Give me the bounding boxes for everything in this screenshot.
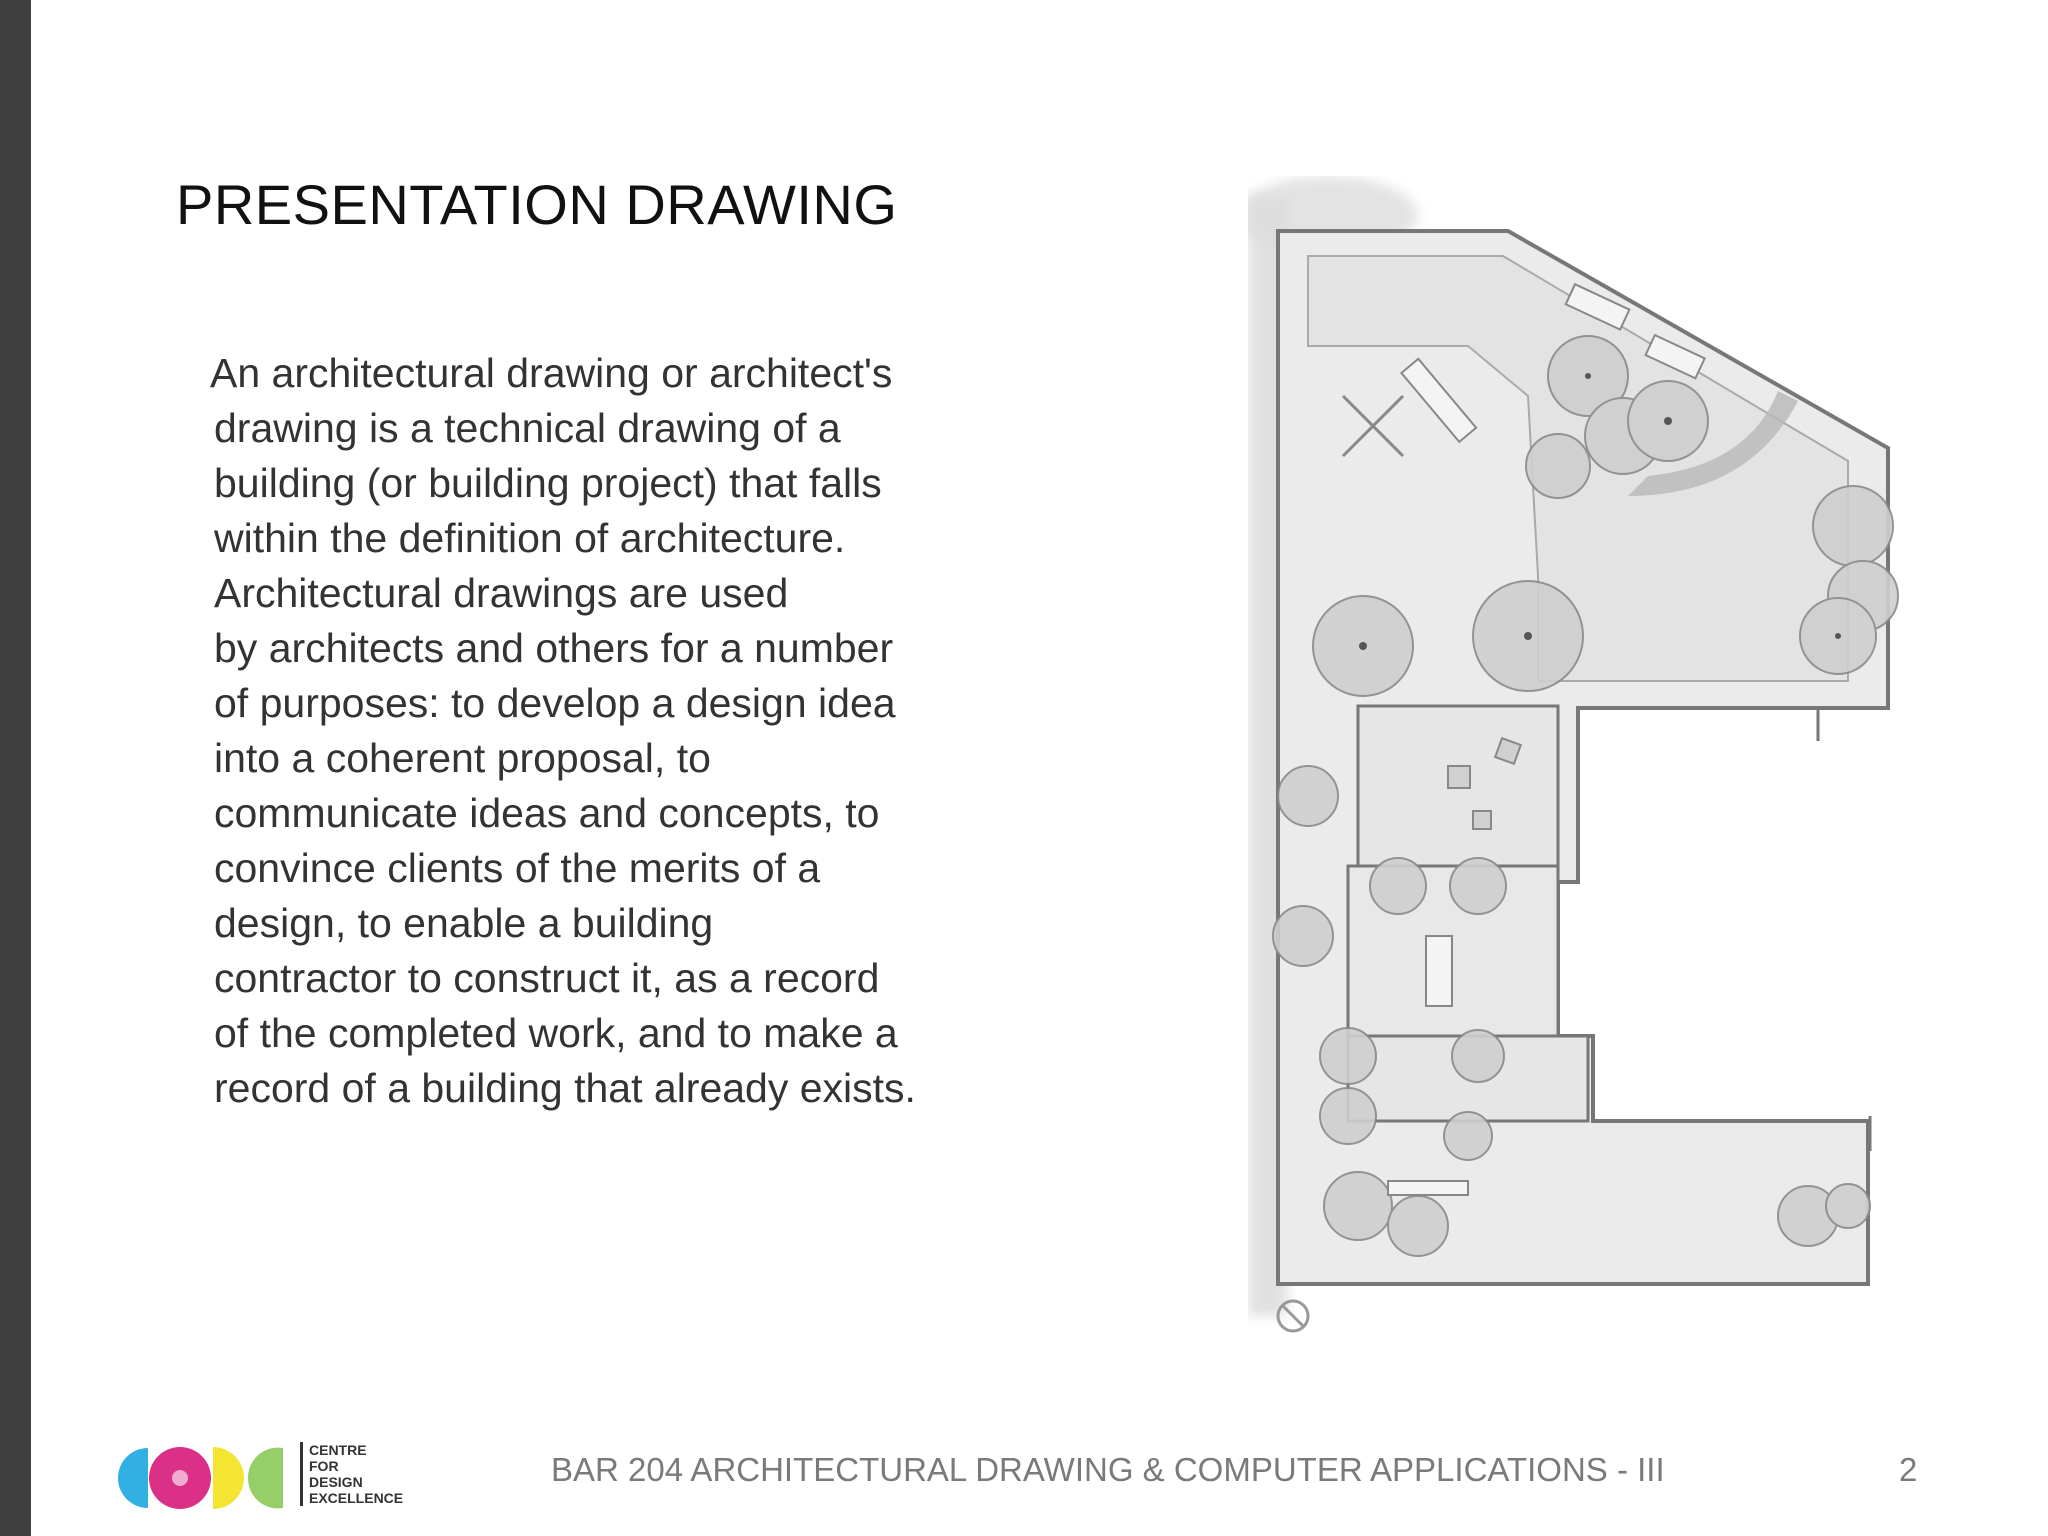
slide-left-border xyxy=(0,0,31,1536)
body-line: record of a building that already exists. xyxy=(214,1065,916,1111)
body-line: into a coherent proposal, to xyxy=(214,735,711,781)
body-line: convince clients of the merits of a xyxy=(214,845,821,891)
slide-body-text xyxy=(210,346,1034,1116)
body-line: drawing is a technical drawing of a xyxy=(214,405,841,451)
logo-line: CENTRE xyxy=(309,1442,367,1458)
logo-text xyxy=(300,1442,403,1506)
logo-line: EXCELLENCE xyxy=(309,1490,404,1506)
site-plan-drawing xyxy=(1248,176,1928,1376)
body-line: building (or building project) that falls xyxy=(214,460,882,506)
course-footer: BAR 204 ARCHITECTURAL DRAWING & COMPUTER APPLICATIONS - III xyxy=(551,1451,1665,1488)
page-number: 2 xyxy=(1899,1451,1918,1488)
body-line: contractor to construct it, as a record xyxy=(214,955,880,1001)
logo-line: FOR xyxy=(309,1458,339,1474)
body-line: Architectural drawings are used xyxy=(214,570,789,616)
body-line: by architects and others for a number xyxy=(214,625,894,671)
slide-title: PRESENTATION DRAWING xyxy=(176,173,898,236)
body-line: design, to enable a building xyxy=(214,900,714,946)
body-line: of purposes: to develop a design idea xyxy=(214,680,896,726)
body-line: communicate ideas and concepts, to xyxy=(214,790,880,836)
body-line: of the completed work, and to make a xyxy=(214,1010,898,1056)
body-line: An architectural drawing or architect's xyxy=(210,350,893,396)
body-line: within the definition of architecture. xyxy=(214,515,846,561)
logo-line: DESIGN xyxy=(309,1474,363,1490)
